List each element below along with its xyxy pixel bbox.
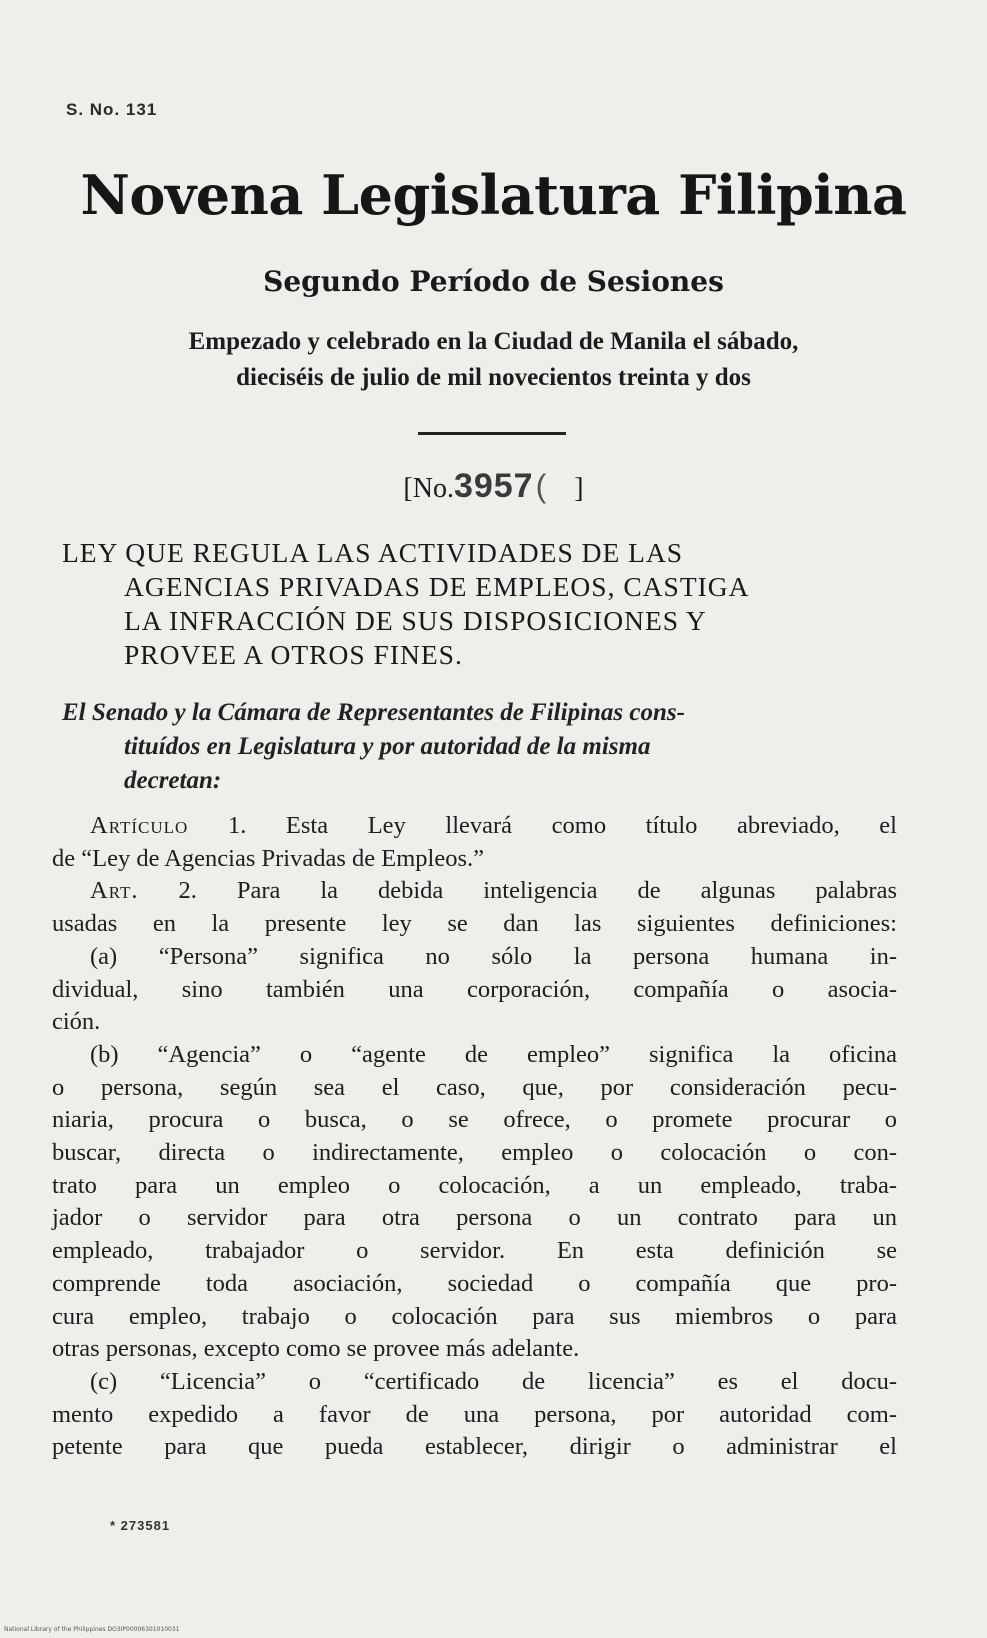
definition-a-line: (a) “Persona” significa no sólo la persona humana in-	[90, 942, 897, 970]
act-number	[0, 466, 987, 509]
enacting-clause	[62, 696, 902, 798]
definition-b-line: cura empleo, trabajo o colocación para sus miembros o para	[52, 1302, 897, 1330]
definition-b-line: comprende toda asociación, sociedad o compañía que pro-	[52, 1269, 897, 1297]
definition-c-line: (c) “Licencia” o “certificado de licencia” es el docu-	[90, 1367, 897, 1395]
article-1-text: 1. Esta Ley llevará como título abreviado, el	[188, 812, 897, 839]
definition-b-line: empleado, trabajador o servidor. En esta definición se	[52, 1237, 897, 1265]
definition-b-line: jador o servidor para otra persona o un contrato para un	[52, 1204, 897, 1232]
definition-b-line: niaria, procura o busca, o se ofrece, o promete procurar o	[52, 1106, 897, 1134]
printer-footnote: * 273581	[110, 1518, 171, 1533]
act-number-suffix: ]	[574, 473, 584, 504]
definition-c-line: mento expedido a favor de una persona, por autoridad com-	[52, 1400, 897, 1428]
law-title	[62, 536, 902, 672]
bill-number: S. No. 131	[66, 100, 158, 119]
article-2-line: usadas en la presente ley se dan las siguientes definiciones:	[52, 910, 897, 938]
enacting-line: decretan:	[124, 767, 222, 794]
article-1-line	[52, 810, 897, 843]
divider-rule	[418, 432, 566, 435]
definition-b-line: otras personas, excepto como se provee más adelante.	[52, 1335, 580, 1363]
definition-b-line: (b) “Agencia” o “agente de empleo” significa la oficina	[90, 1040, 897, 1068]
document-body	[52, 810, 897, 1464]
article-2-label: Art.	[90, 877, 139, 905]
law-title-line: PROVEE A OTROS FINES.	[124, 639, 463, 670]
article-2-text: 2. Para la debida inteligencia de algunas palabras	[138, 877, 897, 905]
definition-b-line: o persona, según sea el caso, que, por consideración pecu-	[52, 1073, 897, 1101]
article-2-line	[52, 875, 897, 908]
law-title-line: LA INFRACCIÓN DE SUS DISPOSICIONES Y	[124, 605, 707, 636]
definition-a-line: ción.	[52, 1008, 101, 1036]
act-number-prefix: [No.	[403, 473, 454, 504]
library-watermark: National Library of the Philippines DO3IP00006301010031	[4, 1626, 180, 1633]
enacting-line: El Senado y la Cámara de Representantes de Filipinas cons-	[62, 699, 685, 726]
enacting-line: tituídos en Legislatura y por autoridad de la misma	[124, 733, 651, 760]
act-number-value: 3957	[453, 467, 534, 505]
place-line-1: Empezado y celebrado en la Ciudad de Manila el sábado,	[188, 328, 799, 355]
article-1-line: de “Ley de Agencias Privadas de Empleos.”	[52, 844, 485, 872]
act-number-hand-mark: (	[535, 468, 547, 504]
session-subtitle: Segundo Período de Sesiones	[263, 265, 724, 298]
law-title-line: LEY QUE REGULA LAS ACTIVIDADES DE LAS	[62, 537, 684, 568]
place-line-2: dieciséis de julio de mil novecientos treinta y dos	[236, 364, 751, 391]
session-place-date	[0, 324, 987, 396]
definition-b-line: trato para un empleo o colocación, a un empleado, traba-	[52, 1171, 897, 1199]
definition-a-line: dividual, sino también una corporación, compañía o asocia-	[52, 975, 897, 1003]
article-1-label: Artículo	[90, 812, 189, 839]
definition-b-line: buscar, directa o indirectamente, empleo o colocación o con-	[52, 1139, 897, 1167]
law-title-line: AGENCIAS PRIVADAS DE EMPLEOS, CASTIGA	[124, 571, 750, 602]
definition-c-line: petente para que pueda establecer, dirigir o administrar el	[52, 1433, 897, 1461]
document-title: Novena Legislatura Filipina	[80, 163, 907, 227]
